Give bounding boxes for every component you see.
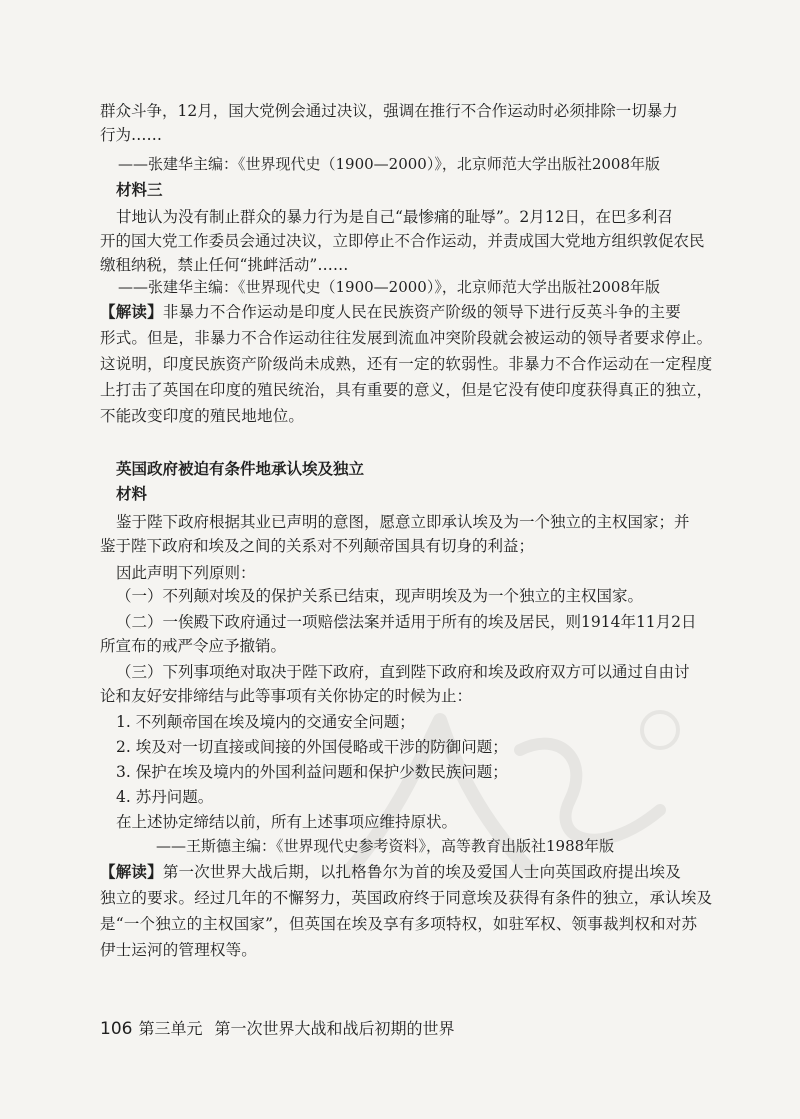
list-item: 2. 埃及对一切直接或间接的外国侵略或干涉的防御问题； xyxy=(116,738,508,756)
interpretation-text: 第一次世界大战后期，以扎格鲁尔为首的埃及爱国人士向英国政府提出埃及 xyxy=(162,863,681,881)
interpretation-line: 伊士运河的管理权等。 xyxy=(100,941,258,959)
page-number: 106 xyxy=(100,1019,133,1039)
body-text-line: 论和友好安排缔结与此等事项有关你协定的时候为止： xyxy=(100,687,473,705)
body-text-line: 因此声明下列原则： xyxy=(116,564,256,582)
interpretation-line: 是“一个独立的主权国家”，但英国在埃及享有多项特权，如驻军权、领事裁判权和对苏 xyxy=(100,915,698,933)
list-item: 4. 苏丹问题。 xyxy=(116,788,214,806)
source-citation: ——张建华主编：《世界现代史（1900—2000）》，北京师范大学出版社2008年版 xyxy=(118,155,661,173)
source-citation: ——张建华主编：《世界现代史（1900—2000）》，北京师范大学出版社2008年版 xyxy=(118,278,661,296)
unit-title: 第一次世界大战和战后初期的世界 xyxy=(214,1019,455,1038)
body-text-line: （一）不列颠对埃及的保护关系已结束，现声明埃及为一个独立的主权国家。 xyxy=(116,587,644,605)
body-text-line: 所宣布的戒严令应予撤销。 xyxy=(100,637,287,655)
interpretation-line: 形式。但是，非暴力不合作运动往往发展到流血冲突阶段就会被运动的领导者要求停止。 xyxy=(100,329,713,347)
interpretation-line: 独立的要求。经过几年的不懈努力，英国政府终于同意埃及获得有条件的独立，承认埃及 xyxy=(100,889,713,907)
list-item: 3. 保护在埃及境内的外国利益问题和保护少数民族问题； xyxy=(116,763,508,781)
source-citation: ——王斯德主编：《世界现代史参考资料》，高等教育出版社1988年版 xyxy=(156,837,615,855)
body-text-line: 行为…… xyxy=(100,126,163,144)
page-footer xyxy=(100,1016,454,1039)
body-text-line: （二）一俟殿下政府通过一项赔偿法案并适用于所有的埃及居民，则1914年11月2日 xyxy=(116,613,697,631)
body-text-line: 开的国大党工作委员会通过决议，立即停止不合作运动，并责成国大党地方组织敦促农民 xyxy=(100,232,705,250)
body-text-line: 鉴于陛下政府和埃及之间的关系对不列颠帝国具有切身的利益； xyxy=(100,537,535,555)
interpretation-label: 【解读】 xyxy=(100,302,163,321)
list-item: 1. 不列颠帝国在埃及境内的交通安全问题； xyxy=(116,713,415,731)
interpretation-label: 【解读】 xyxy=(100,862,163,881)
body-text-line: （三）下列事项绝对取决于陛下政府，直到陛下政府和埃及政府双方可以通过自由讨 xyxy=(116,663,690,681)
body-text-line: 甘地认为没有制止群众的暴力行为是自己“最惨痛的耻辱”。2月12日，在巴多利召 xyxy=(116,208,673,226)
interpretation-text: 非暴力不合作运动是印度人民在民族资产阶级的领导下进行反英斗争的主要 xyxy=(162,303,681,321)
unit-label: 第三单元 xyxy=(138,1019,203,1038)
body-text-line: 鉴于陛下政府根据其业已声明的意图，愿意立即承认埃及为一个独立的主权国家；并 xyxy=(116,513,690,531)
interpretation-line: 不能改变印度的殖民地地位。 xyxy=(100,407,305,425)
interpretation-paragraph xyxy=(100,300,700,324)
section-heading: 英国政府被迫有条件地承认埃及独立 xyxy=(116,460,365,478)
body-text-line: 群众斗争，12月，国大党例会通过决议，强调在推行不合作运动时必须排除一切暴力 xyxy=(100,102,678,120)
interpretation-line: 上打击了英国在印度的殖民统治，具有重要的意义，但是它没有使印度获得真正的独立， xyxy=(100,381,713,399)
interpretation-line: 这说明，印度民族资产阶级尚未成熟，还有一定的软弱性。非暴力不合作运动在一定程度 xyxy=(100,355,713,373)
material-heading: 材料 xyxy=(116,485,148,503)
material-heading: 材料三 xyxy=(116,181,163,199)
body-text-line: 在上述协定缔结以前，所有上述事项应维持原状。 xyxy=(116,813,458,831)
interpretation-paragraph xyxy=(100,860,700,884)
body-text-line: 缴租纳税，禁止任何“挑衅活动”…… xyxy=(100,256,349,274)
